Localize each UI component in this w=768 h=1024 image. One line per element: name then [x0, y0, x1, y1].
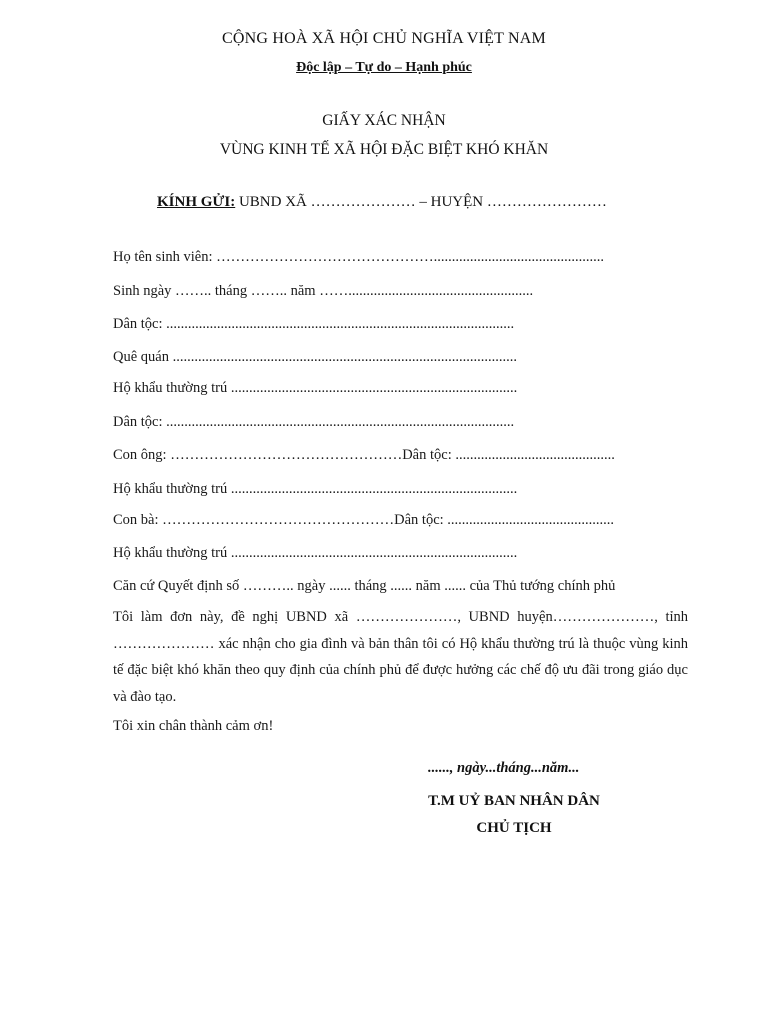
- field-mother: Con bà: …………………………………………Dân tộc: ..............................................: [113, 512, 615, 528]
- field-ethnicity-2: Dân tộc: ................................................................................................: [113, 414, 515, 430]
- field-student-name: Họ tên sinh viên: ………………………………………...............................................: [113, 249, 604, 265]
- recipient-text: UBND XÃ ………………… – HUYỆN ……………………: [235, 194, 607, 210]
- date-line: ......, ngày...tháng...năm...: [428, 760, 580, 776]
- field-residence: Hộ khẩu thường trú ...............................................................................: [113, 380, 518, 396]
- field-decision: Căn cứ Quyết định số ……….. ngày ...... tháng ...... năm ...... của Thủ tướng chính phủ: [113, 578, 616, 594]
- request-paragraph: Tôi làm đơn này, đề nghị UBND xã …………………, UBND huyện…………………, tỉnh ………………… xác nhận cho gia đình và bản thân tôi có Hộ khẩu thường trú là thuộc vùng kinh tế đặc biệt khó khăn theo quy định của chính phủ để được hưởng các chế độ ưu đãi trong giáo dục và đào tạo.: [113, 609, 688, 705]
- document-title: GIẤY XÁC NHẬN: [322, 112, 446, 129]
- field-father: Con ông: …………………………………………Dân tộc: ............................................: [113, 447, 615, 463]
- field-mother-residence: Hộ khẩu thường trú ...............................................................................: [113, 545, 518, 561]
- national-title: CỘNG HOÀ XÃ HỘI CHỦ NGHĨA VIỆT NAM: [222, 30, 546, 47]
- field-birth-date: Sinh ngày …….. tháng …….. năm ……...................................................: [113, 283, 534, 299]
- field-hometown: Quê quán ...............................................................................................: [113, 349, 517, 365]
- field-father-residence: Hộ khẩu thường trú ...............................................................................: [113, 481, 518, 497]
- recipient-label: KÍNH GỬI:: [157, 194, 236, 210]
- document-subtitle: VÙNG KINH TẾ XÃ HỘI ĐẶC BIỆT KHÓ KHĂN: [219, 141, 549, 158]
- signature-committee: T.M UỶ BAN NHÂN DÂN: [428, 793, 600, 809]
- motto-text: Độc lập – Tự do – Hạnh phúc: [296, 60, 472, 75]
- national-motto: [0, 60, 768, 76]
- signature-chairman: CHỦ TỊCH: [476, 820, 552, 836]
- recipient-line: [157, 194, 607, 211]
- field-ethnicity: Dân tộc: ................................................................................................: [113, 316, 515, 332]
- thanks-line: Tôi xin chân thành cảm ơn!: [113, 718, 274, 734]
